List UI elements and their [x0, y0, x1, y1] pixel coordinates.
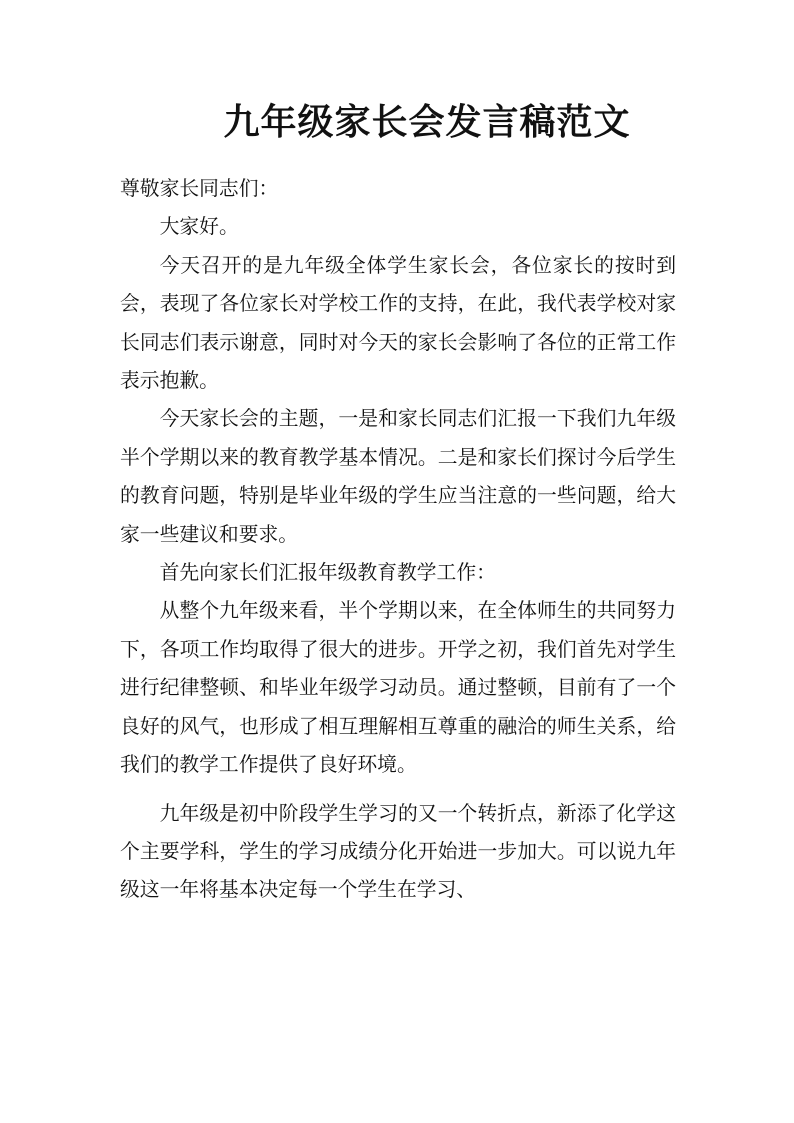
paragraph-1: 大家好。 — [159, 215, 239, 239]
greeting-line: 尊敬家长同志们： — [120, 177, 279, 200]
document-title: 九年级家长会发言稿范文 — [223, 101, 631, 143]
document-body — [120, 170, 676, 910]
paragraph-2: 今天召开的是九年级全体学生家长会，各位家长的按时到会，表现了各位家长对学校工作的支持，在此，我代表学校对家长同志们表示谢意，同时对今天的家长会影响了各位的正常工作表示抱歉。 — [120, 253, 676, 393]
paragraph-5: 从整个九年级来看，半个学期以来，在全体师生的共同努力下，各项工作均取得了很大的进步。开学之初，我们首先对学生进行纪律整顿、和毕业年级学习动员。通过整顿，目前有了一个良好的风气，也形成了相互理解相互尊重的融洽的师生关系，给我们的教学工作提供了良好环境。 — [120, 599, 676, 777]
paragraph-3: 今天家长会的主题，一是和家长同志们汇报一下我们九年级半个学期以来的教育教学基本情况。二是和家长们探讨今后学生的教育问题，特别是毕业年级的学生应当注意的一些问题，给大家一些建议和要求。 — [120, 407, 676, 546]
paragraph-4: 首先向家长们汇报年级教育教学工作： — [159, 561, 496, 585]
paragraph-6: 九年级是初中阶段学生学习的又一个转折点，新添了化学这个主要学科，学生的学习成绩分化开始进一步加大。可以说九年级这一年将基本决定每一个学生在学习、 — [120, 801, 676, 902]
